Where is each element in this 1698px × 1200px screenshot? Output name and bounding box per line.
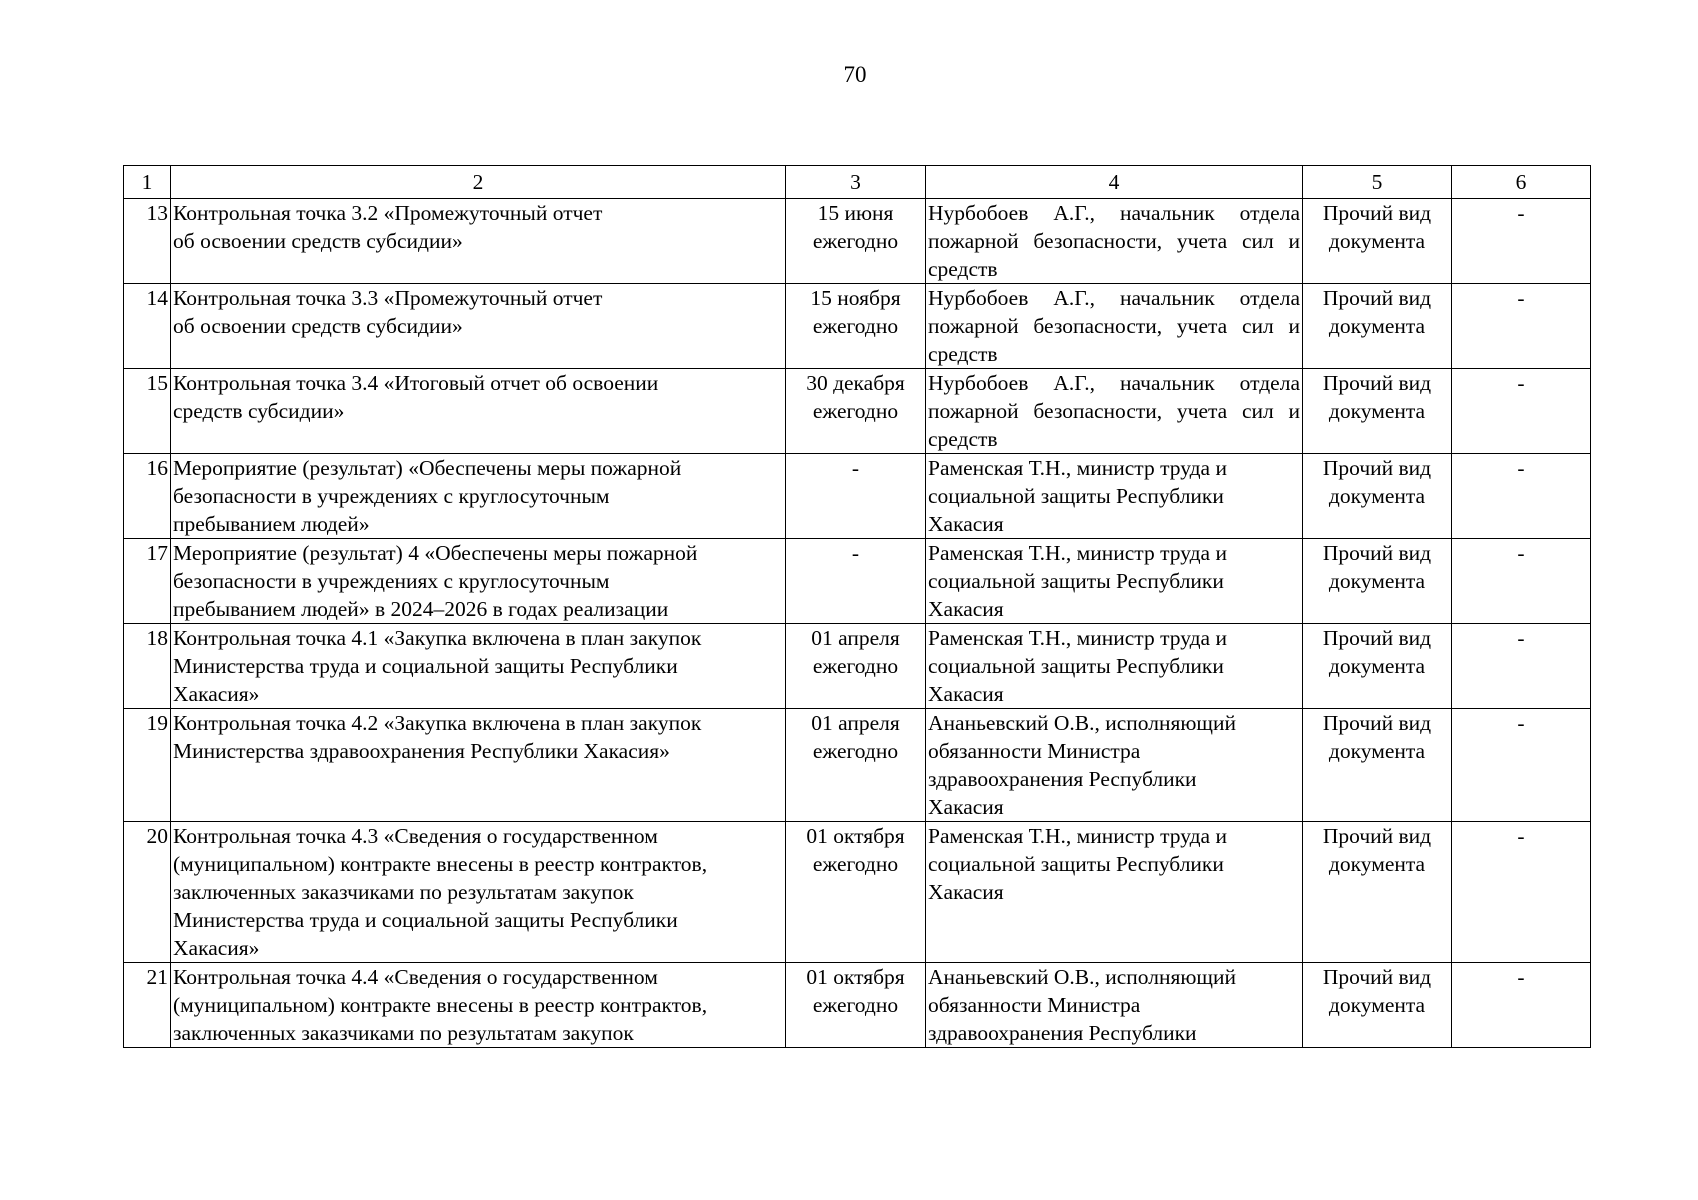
table-row [124,539,1591,624]
row-document-type: Прочий вид документа [1303,284,1452,369]
header-col-1: 1 [124,166,171,199]
row-extra: - [1452,539,1591,624]
row-date: - [786,454,926,539]
row-document-type: Прочий вид документа [1303,822,1452,963]
header-col-2: 2 [171,166,786,199]
row-name: Контрольная точка 4.2 «Закупка включена в план закупок Министерства здравоохранения Республики Хакасия» [171,709,786,822]
row-extra: - [1452,199,1591,284]
row-document-type: Прочий вид документа [1303,369,1452,454]
row-responsible: Ананьевский О.В., исполняющий обязанности Министра здравоохранения Республики Хакасия [926,709,1303,822]
row-extra: - [1452,624,1591,709]
row-number: 19 [124,709,171,822]
header-col-4: 4 [926,166,1303,199]
row-name: Мероприятие (результат) 4 «Обеспечены меры пожарной безопасности в учреждениях с круглосуточным пребыванием людей» в 2024–2026 в годах реализации [171,539,786,624]
row-number: 20 [124,822,171,963]
header-col-3: 3 [786,166,926,199]
row-date: 15 ноября ежегодно [786,284,926,369]
row-number: 18 [124,624,171,709]
row-date: 01 октября ежегодно [786,822,926,963]
header-col-5: 5 [1303,166,1452,199]
row-date: 01 апреля ежегодно [786,624,926,709]
table-row [124,963,1591,1048]
row-number: 14 [124,284,171,369]
row-name: Мероприятие (результат) «Обеспечены меры пожарной безопасности в учреждениях с круглосуточным пребыванием людей» [171,454,786,539]
row-number: 17 [124,539,171,624]
row-extra: - [1452,284,1591,369]
row-name: Контрольная точка 3.3 «Промежуточный отчет об освоении средств субсидии» [171,284,786,369]
control-points-table [123,165,1591,1048]
row-number: 13 [124,199,171,284]
table-row [124,822,1591,963]
row-extra: - [1452,963,1591,1048]
row-responsible: Раменская Т.Н., министр труда и социальной защиты Республики Хакасия [926,822,1303,963]
row-name: Контрольная точка 3.2 «Промежуточный отчет об освоении средств субсидии» [171,199,786,284]
table-row [124,454,1591,539]
row-document-type: Прочий вид документа [1303,199,1452,284]
row-name: Контрольная точка 4.1 «Закупка включена в план закупок Министерства труда и социальной защиты Республики Хакасия» [171,624,786,709]
row-responsible: Нурбобоев А.Г., начальник отдела пожарной безопасности, учета сил и средств [926,199,1303,284]
table-row [124,369,1591,454]
row-date: - [786,539,926,624]
header-col-6: 6 [1452,166,1591,199]
row-responsible: Раменская Т.Н., министр труда и социальной защиты Республики Хакасия [926,624,1303,709]
row-document-type: Прочий вид документа [1303,963,1452,1048]
row-name: Контрольная точка 3.4 «Итоговый отчет об освоении средств субсидии» [171,369,786,454]
row-document-type: Прочий вид документа [1303,709,1452,822]
row-responsible: Раменская Т.Н., министр труда и социальной защиты Республики Хакасия [926,454,1303,539]
row-extra: - [1452,709,1591,822]
table-row [124,284,1591,369]
row-number: 21 [124,963,171,1048]
row-name: Контрольная точка 4.4 «Сведения о государственном (муниципальном) контракте внесены в реестр контрактов, заключенных заказчиками по результатам закупок [171,963,786,1048]
row-date: 15 июня ежегодно [786,199,926,284]
row-date: 30 декабря ежегодно [786,369,926,454]
table-row [124,199,1591,284]
row-document-type: Прочий вид документа [1303,624,1452,709]
row-responsible: Нурбобоев А.Г., начальник отдела пожарной безопасности, учета сил и средств [926,369,1303,454]
row-number: 15 [124,369,171,454]
page-number: 70 [843,62,867,87]
row-name: Контрольная точка 4.3 «Сведения о государственном (муниципальном) контракте внесены в реестр контрактов, заключенных заказчиками по результатам закупок Министерства труда и социальной защиты Республики Хакасия» [171,822,786,963]
row-extra: - [1452,454,1591,539]
row-responsible: Раменская Т.Н., министр труда и социальной защиты Республики Хакасия [926,539,1303,624]
row-date: 01 апреля ежегодно [786,709,926,822]
table-header-row [124,166,1591,199]
row-extra: - [1452,822,1591,963]
row-document-type: Прочий вид документа [1303,539,1452,624]
row-responsible: Нурбобоев А.Г., начальник отдела пожарной безопасности, учета сил и средств [926,284,1303,369]
table-body [124,199,1591,1048]
row-number: 16 [124,454,171,539]
row-date: 01 октября ежегодно [786,963,926,1048]
table-row [124,709,1591,822]
row-responsible: Ананьевский О.В., исполняющий обязанности Министра здравоохранения Республики [926,963,1303,1048]
row-document-type: Прочий вид документа [1303,454,1452,539]
table-row [124,624,1591,709]
row-extra: - [1452,369,1591,454]
